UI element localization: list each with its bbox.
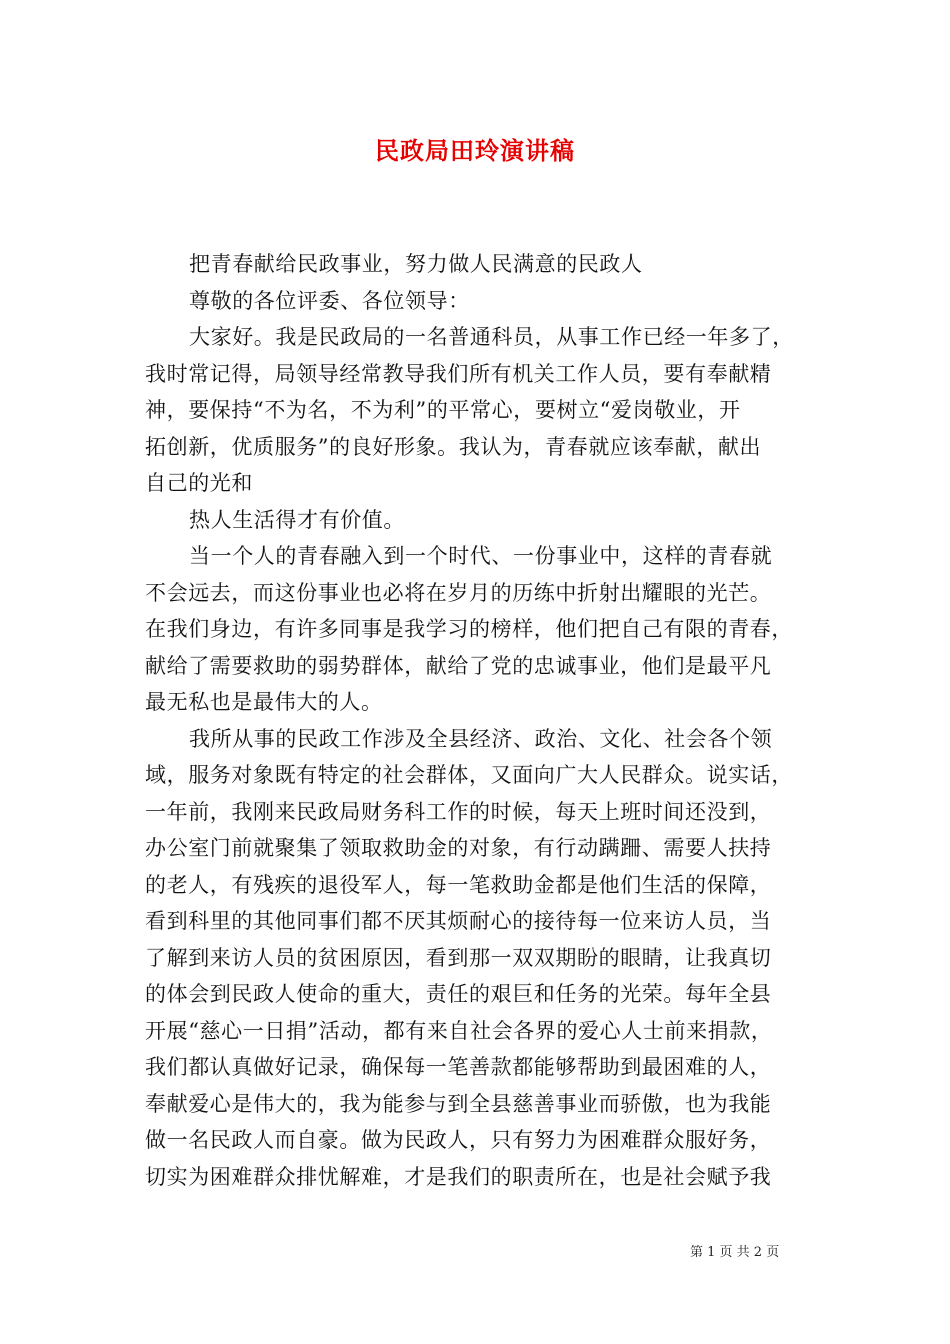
body-line: 的体会到民政人使命的重大，责任的艰巨和任务的光荣。每年全县	[145, 982, 772, 1006]
body-line: 切实为困难群众排忧解难，才是我们的职责所在，也是社会赋予我	[145, 1164, 772, 1189]
body-line: 热人生活得才有价值。	[189, 507, 405, 532]
body-line: 自己的光和	[145, 471, 253, 495]
body-line: 拓创新，优质服务”的良好形象。我认为，青春就应该奉献，献出	[145, 434, 762, 459]
body-line: 域，服务对象既有特定的社会群体，又面向广大人民群众。说实话，	[145, 763, 793, 787]
body-line: 把青春献给民政事业，努力做人民满意的民政人	[189, 252, 643, 276]
body-line: 我时常记得，局领导经常教导我们所有机关工作人员，要有奉献精	[145, 361, 772, 386]
body-line: 做一名民政人而自豪。做为民政人，只有努力为困难群众服好务，	[145, 1128, 772, 1152]
body-line: 我们都认真做好记录，确保每一笔善款都能够帮助到最困难的人，	[145, 1055, 772, 1079]
document-body	[145, 246, 815, 1195]
body-line: 大家好。我是民政局的一名普通科员，从事工作已经一年多了，	[189, 325, 794, 349]
document-title: 民政局田玲演讲稿	[375, 136, 575, 165]
body-line: 神，要保持“不为名，不为利”的平常心，要树立“爱岗敬业，开	[145, 398, 741, 422]
body-line: 不会远去，而这份事业也必将在岁月的历练中折射出耀眼的光芒。	[145, 580, 772, 605]
body-line: 献给了需要救助的弱势群体，献给了党的忠诚事业，他们是最平凡	[145, 653, 772, 678]
body-line: 当一个人的青春融入到一个时代、一份事业中，这样的青春就	[189, 544, 773, 568]
body-line: 开展“慈心一日捐”活动，都有来自社会各界的爱心人士前来捐款，	[145, 1018, 773, 1043]
body-line: 最无私也是最伟大的人。	[145, 690, 383, 714]
body-line: 在我们身边，有许多同事是我学习的榜样，他们把自己有限的青春，	[145, 617, 793, 641]
body-line: 了解到来访人员的贫困原因，看到那一双双期盼的眼睛，让我真切	[145, 945, 772, 970]
body-line: 奉献爱心是伟大的，我为能参与到全县慈善事业而骄傲，也为我能	[145, 1091, 772, 1116]
page-footer: 第 1 页 共 2 页	[690, 1245, 780, 1260]
body-line: 办公室门前就聚集了领取救助金的对象，有行动蹒跚、需要人扶持	[145, 836, 772, 860]
body-line: 一年前，我刚来民政局财务科工作的时候，每天上班时间还没到，	[145, 799, 772, 824]
body-line: 尊敬的各位评委、各位领导：	[189, 288, 470, 313]
body-line: 我所从事的民政工作涉及全县经济、政治、文化、社会各个领	[189, 726, 773, 751]
body-line: 的老人，有残疾的退役军人，每一笔救助金都是他们生活的保障，	[145, 872, 772, 897]
body-line: 看到科里的其他同事们都不厌其烦耐心的接待每一位来访人员，当	[145, 909, 772, 933]
